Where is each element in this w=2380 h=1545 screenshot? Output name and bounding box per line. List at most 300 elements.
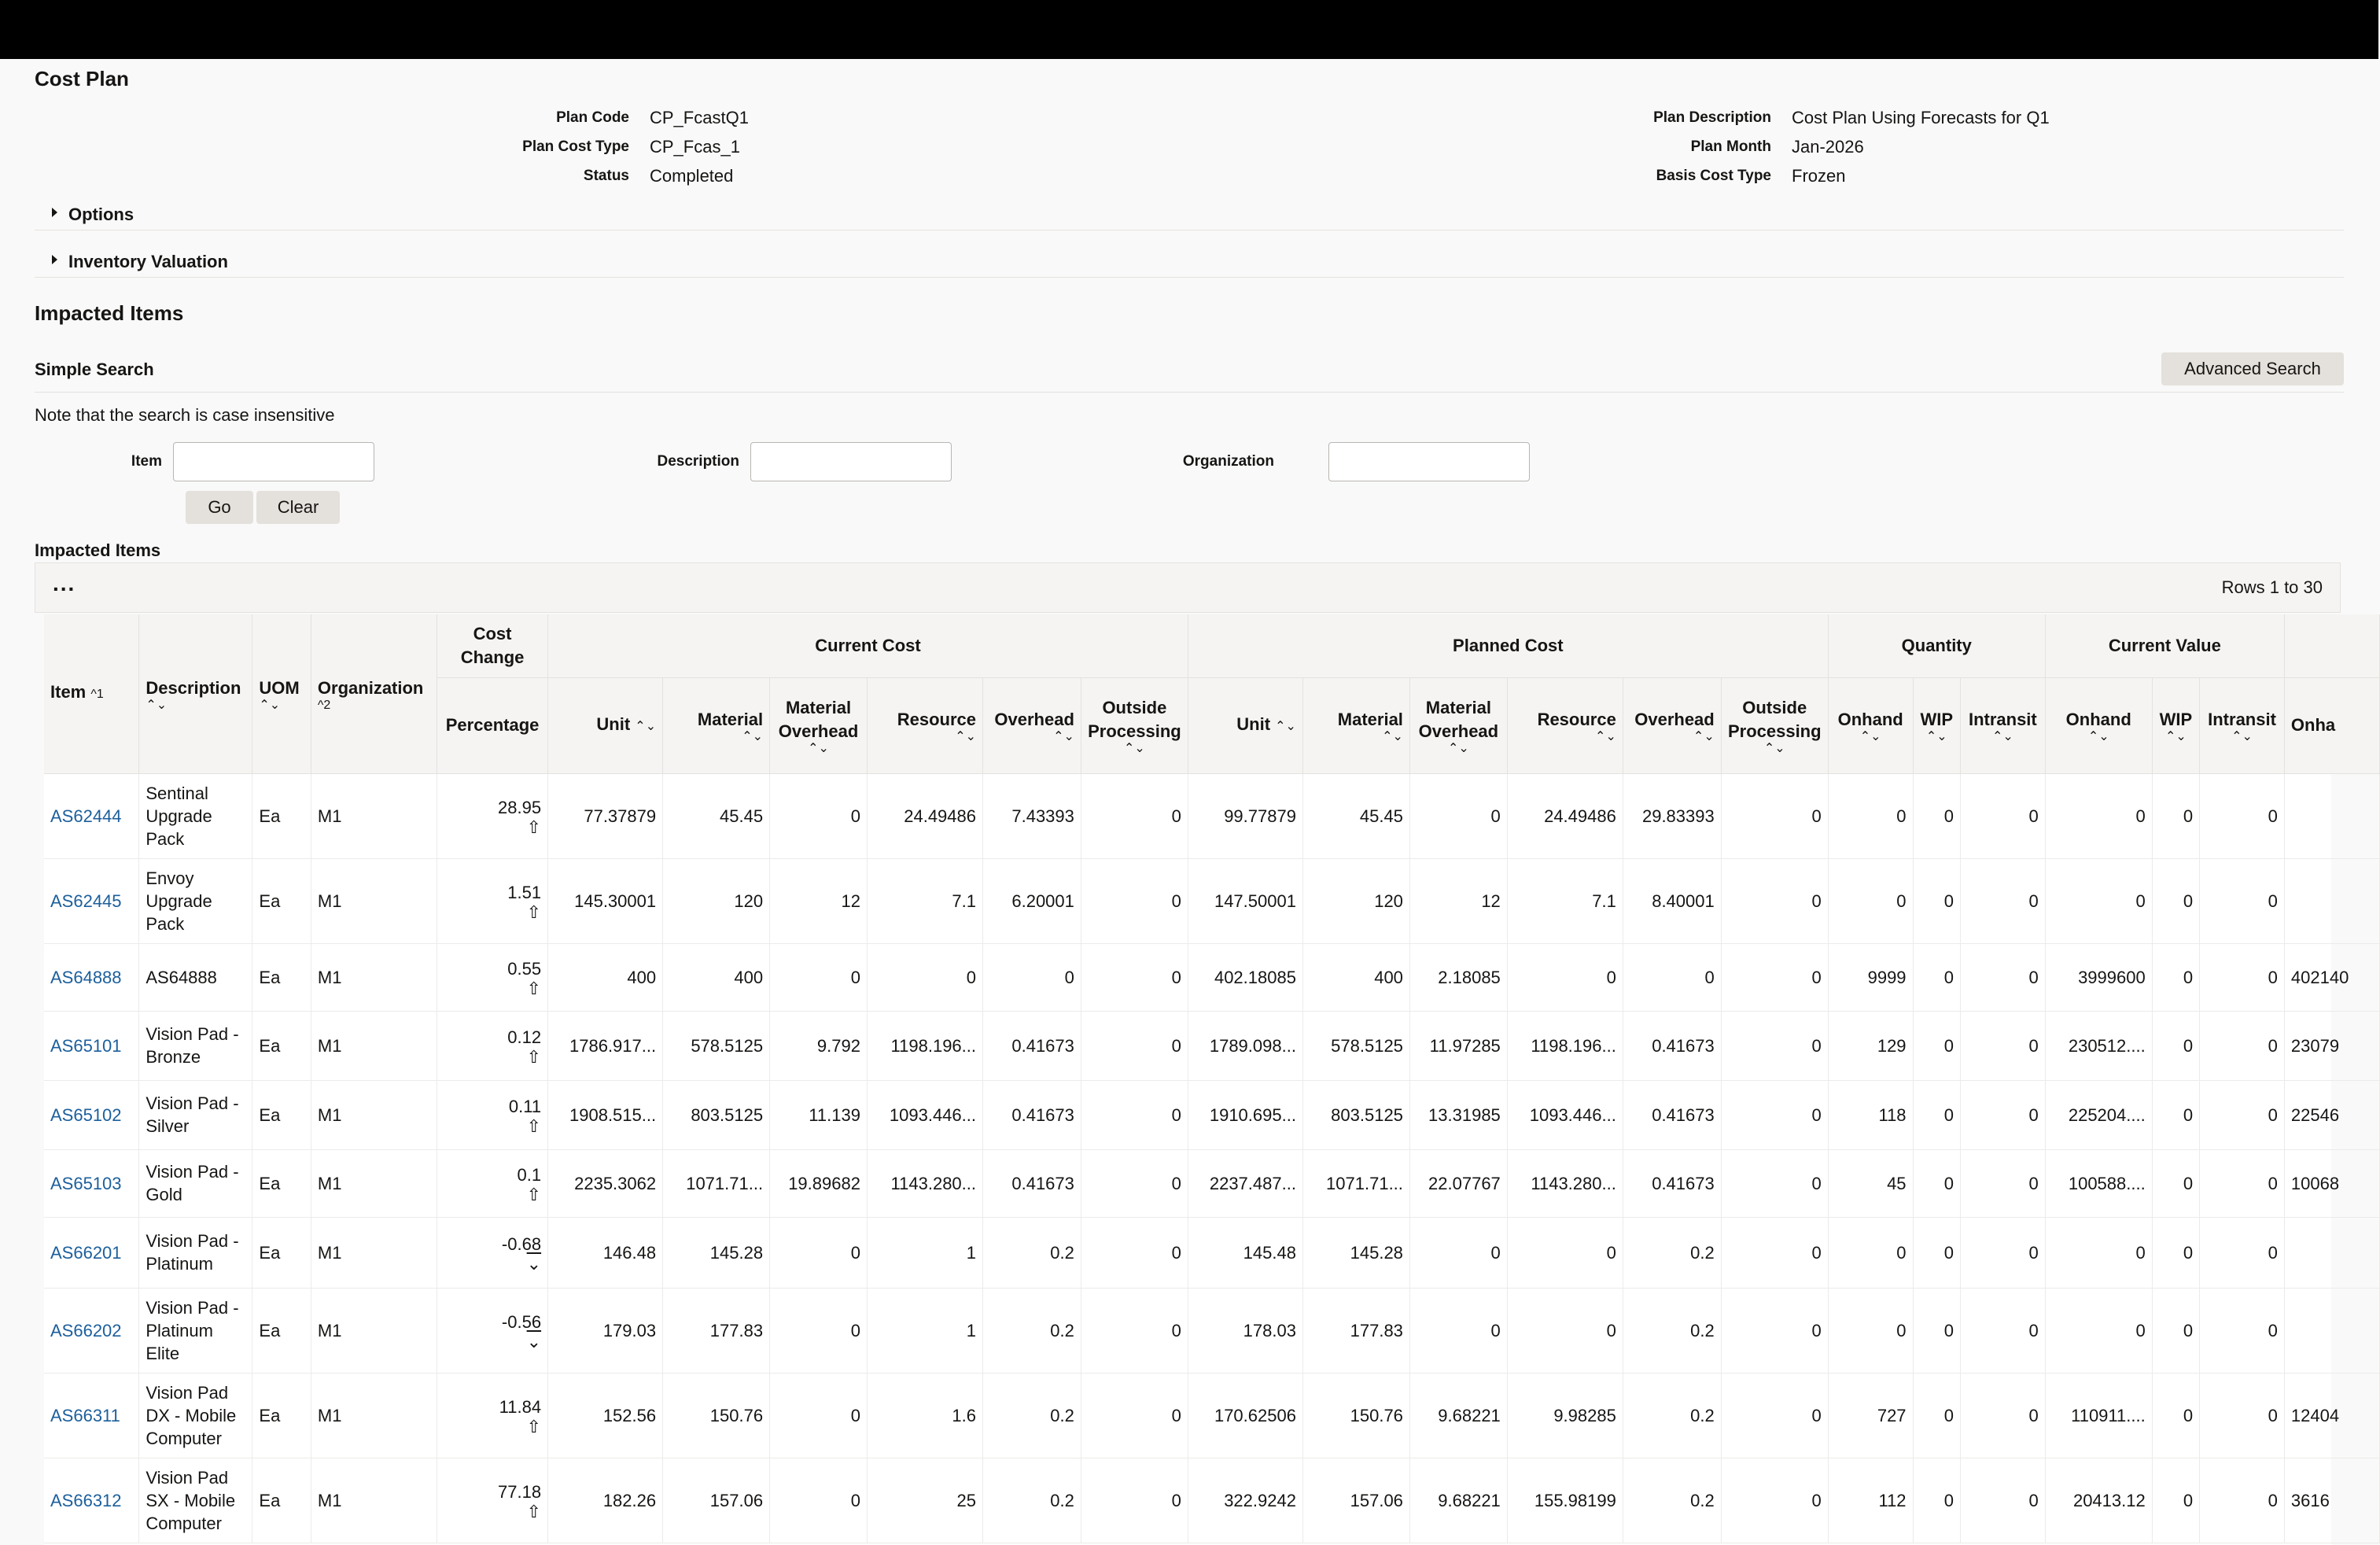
col-value-wip[interactable]: WIP ⌃⌄: [2152, 677, 2199, 773]
inventory-valuation-disclosure[interactable]: [52, 252, 228, 272]
planned-cost-cell: 0.41673: [1623, 1011, 1721, 1080]
current-cost-cell: 0: [770, 943, 868, 1011]
percentage-value: 0.1: [517, 1164, 542, 1185]
description-cell: Vision Pad SX - Mobile Computer: [139, 1458, 252, 1543]
planned-cost-cell: 0: [1409, 1288, 1507, 1373]
uom-cell: Ea: [252, 1080, 311, 1149]
percentage-value: 0.55: [507, 958, 542, 979]
next-onhand-cell: [2284, 773, 2379, 858]
planned-cost-cell: 157.06: [1302, 1458, 1409, 1543]
planned-cost-cell: 803.5125: [1302, 1080, 1409, 1149]
planned-cost-cell: 322.9242: [1188, 1458, 1302, 1543]
quantity-cell: 0: [1960, 1373, 2045, 1458]
planned-cost-cell: 13.31985: [1409, 1080, 1507, 1149]
current-cost-cell: 146.48: [548, 1217, 663, 1288]
percentage-cell: [437, 1149, 548, 1217]
planned-cost-cell: 0: [1623, 943, 1721, 1011]
expand-triangle-icon: [52, 208, 57, 217]
table-row[interactable]: [44, 1080, 2380, 1149]
planned-cost-cell: 0.2: [1623, 1217, 1721, 1288]
current-value-cell: 230512....: [2045, 1011, 2152, 1080]
col-current-overhead[interactable]: Overhead ⌃⌄: [983, 677, 1081, 773]
plan-month-value: Jan-2026: [1792, 137, 1864, 157]
sort-toggle-icon: ⌃⌄: [1123, 742, 1145, 755]
sort-toggle-icon: ⌃⌄: [1382, 730, 1403, 743]
current-cost-cell: 0: [770, 1217, 868, 1288]
planned-cost-cell: 170.62506: [1188, 1373, 1302, 1458]
col-current-unit[interactable]: Unit ⌃⌄: [548, 677, 663, 773]
quantity-cell: 0: [1828, 773, 1913, 858]
quantity-cell: 0: [1913, 1217, 1960, 1288]
current-cost-cell: 1198.196...: [867, 1011, 982, 1080]
current-value-cell: 0: [2045, 1288, 2152, 1373]
col-current-material-overhead[interactable]: Material Overhead ⌃⌄: [770, 677, 868, 773]
current-value-cell: 0: [2200, 773, 2285, 858]
item-cell: [44, 1080, 139, 1149]
item-link[interactable]: AS64888: [50, 967, 122, 987]
quantity-cell: 45: [1828, 1149, 1913, 1217]
percentage-cell: [437, 1458, 548, 1543]
current-cost-cell: 0: [1081, 1149, 1188, 1217]
quantity-cell: 0: [1913, 858, 1960, 943]
uom-cell: Ea: [252, 1458, 311, 1543]
current-value-cell: 0: [2152, 773, 2199, 858]
basis-cost-type-value: Frozen: [1792, 166, 1846, 186]
uom-cell: Ea: [252, 943, 311, 1011]
current-cost-cell: 0: [1081, 1288, 1188, 1373]
current-cost-cell: 1908.515...: [548, 1080, 663, 1149]
col-group-cost-change: Cost Change: [437, 614, 548, 677]
col-planned-unit[interactable]: Unit ⌃⌄: [1188, 677, 1302, 773]
planned-cost-cell: 0: [1721, 1217, 1828, 1288]
sort-toggle-icon: ⌃⌄: [1275, 719, 1296, 733]
col-group-current-cost: Current Cost: [548, 614, 1188, 677]
item-link[interactable]: AS66311: [50, 1405, 120, 1425]
status-row: [472, 162, 733, 190]
organization-search-input[interactable]: [1328, 442, 1530, 481]
description-cell: Sentinal Upgrade Pack: [139, 773, 252, 858]
current-cost-cell: 1.6: [867, 1373, 982, 1458]
planned-cost-cell: 1910.695...: [1188, 1080, 1302, 1149]
organization-cell: M1: [311, 1011, 437, 1080]
current-cost-cell: 0.2: [983, 1373, 1081, 1458]
current-cost-cell: 0: [1081, 773, 1188, 858]
col-organization-label: Organization: [317, 677, 424, 698]
planned-cost-cell: 0.2: [1623, 1288, 1721, 1373]
sort-ascending-icon: ^2: [317, 698, 331, 712]
current-value-cell: 0: [2045, 858, 2152, 943]
options-disclosure[interactable]: [52, 205, 134, 225]
quantity-cell: 0: [1960, 858, 2045, 943]
planned-cost-cell: 0: [1721, 943, 1828, 1011]
current-cost-cell: 25: [867, 1458, 982, 1543]
planned-cost-cell: 178.03: [1188, 1288, 1302, 1373]
item-link[interactable]: AS62444: [50, 806, 122, 826]
percentage-value: 77.18: [498, 1481, 542, 1502]
planned-cost-cell: 578.5125: [1302, 1011, 1409, 1080]
current-cost-cell: 1: [867, 1217, 982, 1288]
organization-cell: M1: [311, 1458, 437, 1543]
col-group-current-value: Current Value: [2045, 614, 2284, 677]
current-cost-cell: 1: [867, 1288, 982, 1373]
planned-cost-cell: 1071.71...: [1302, 1149, 1409, 1217]
col-current-material[interactable]: Material ⌃⌄: [663, 677, 770, 773]
sort-toggle-icon: ⌃⌄: [146, 698, 168, 712]
col-planned-material-overhead[interactable]: Material Overhead ⌃⌄: [1409, 677, 1507, 773]
col-value-onhand[interactable]: Onhand ⌃⌄: [2045, 677, 2152, 773]
current-value-cell: 0: [2045, 1217, 2152, 1288]
current-cost-cell: 0: [770, 1458, 868, 1543]
quantity-cell: 0: [1960, 1011, 2045, 1080]
current-value-cell: 0: [2152, 1288, 2199, 1373]
current-cost-cell: 0: [770, 773, 868, 858]
quantity-cell: 0: [1913, 943, 1960, 1011]
uom-cell: Ea: [252, 1011, 311, 1080]
plan-month-row: [1573, 133, 1864, 161]
percentage-value: 0.11: [508, 1096, 542, 1116]
col-percentage[interactable]: Percentage: [437, 677, 548, 773]
quantity-cell: 0: [1828, 1288, 1913, 1373]
uom-cell: Ea: [252, 773, 311, 858]
current-cost-cell: 0: [1081, 1080, 1188, 1149]
table-row[interactable]: [44, 1011, 2380, 1080]
description-search-input[interactable]: [750, 442, 952, 481]
planned-cost-cell: 0.41673: [1623, 1149, 1721, 1217]
item-cell: [44, 1373, 139, 1458]
quantity-cell: 727: [1828, 1373, 1913, 1458]
sort-toggle-icon: ⌃⌄: [1991, 730, 2013, 743]
current-value-cell: 0: [2200, 1373, 2285, 1458]
impacted-items-table: [44, 614, 2380, 1543]
col-item-label: Item: [50, 682, 87, 702]
current-cost-cell: 145.28: [663, 1217, 770, 1288]
planned-cost-cell: 0: [1721, 1373, 1828, 1458]
col-qty-intransit[interactable]: Intransit ⌃⌄: [1960, 677, 2045, 773]
item-label: Item: [131, 453, 162, 470]
current-cost-cell: 0.41673: [983, 1080, 1081, 1149]
table-row[interactable]: [44, 1217, 2380, 1288]
percentage-cell: [437, 1288, 548, 1373]
sort-toggle-icon: ⌃⌄: [2165, 730, 2187, 743]
next-onhand-cell: 23079: [2284, 1011, 2379, 1080]
planned-cost-cell: 8.40001: [1623, 858, 1721, 943]
planned-cost-cell: 45.45: [1302, 773, 1409, 858]
description-cell: AS64888: [139, 943, 252, 1011]
status-value: Completed: [650, 166, 734, 186]
current-cost-cell: 152.56: [548, 1373, 663, 1458]
current-cost-cell: 77.37879: [548, 773, 663, 858]
col-organization[interactable]: [311, 614, 437, 773]
plan-cost-type-row: [472, 133, 740, 161]
item-cell: [44, 1458, 139, 1543]
arrow-up-icon: ⇧: [526, 1416, 542, 1436]
current-value-cell: 0: [2200, 1080, 2285, 1149]
current-cost-cell: 19.89682: [770, 1149, 868, 1217]
col-group-quantity: Quantity: [1828, 614, 2045, 677]
sort-toggle-icon: ⌃⌄: [1053, 730, 1074, 743]
current-value-cell: 0: [2200, 1217, 2285, 1288]
quantity-cell: 0: [1960, 1149, 2045, 1217]
col-planned-material[interactable]: Material ⌃⌄: [1302, 677, 1409, 773]
current-cost-cell: 45.45: [663, 773, 770, 858]
arrow-up-icon: ⇧: [526, 1501, 542, 1521]
organization-cell: M1: [311, 1373, 437, 1458]
percentage-cell: [437, 773, 548, 858]
current-value-cell: 0: [2200, 1149, 2285, 1217]
planned-cost-cell: 150.76: [1302, 1373, 1409, 1458]
clear-button[interactable]: Clear: [256, 491, 340, 524]
quantity-cell: 0: [1960, 1458, 2045, 1543]
planned-cost-cell: 99.77879: [1188, 773, 1302, 858]
plan-cost-type-value: CP_Fcas_1: [650, 137, 740, 157]
plan-code-value: CP_FcastQ1: [650, 108, 749, 127]
current-cost-cell: 1786.917...: [548, 1011, 663, 1080]
sort-toggle-icon: ⌃⌄: [259, 698, 281, 712]
table-title: Impacted Items: [35, 540, 161, 560]
current-cost-cell: 0: [1081, 1458, 1188, 1543]
plan-code-label: Plan Code: [556, 109, 629, 126]
item-link[interactable]: AS65101: [50, 1035, 122, 1056]
item-search-input[interactable]: [173, 442, 374, 481]
current-cost-cell: 0.2: [983, 1458, 1081, 1543]
go-button[interactable]: Go: [186, 491, 253, 524]
planned-cost-cell: 2237.487...: [1188, 1149, 1302, 1217]
planned-cost-cell: 0: [1721, 858, 1828, 943]
table-row[interactable]: [44, 943, 2380, 1011]
next-onhand-cell: [2284, 858, 2379, 943]
percentage-value: -0.68: [501, 1233, 542, 1254]
item-cell: [44, 773, 139, 858]
planned-cost-cell: 0: [1507, 943, 1623, 1011]
item-cell: [44, 858, 139, 943]
quantity-cell: 0: [1960, 1288, 2045, 1373]
planned-cost-cell: 0: [1721, 1011, 1828, 1080]
sort-toggle-icon: ⌃⌄: [1763, 742, 1785, 755]
current-value-cell: 0: [2152, 1080, 2199, 1149]
current-cost-cell: 400: [663, 943, 770, 1011]
col-next-onhand[interactable]: Onha: [2284, 677, 2379, 773]
col-planned-resource[interactable]: Resource ⌃⌄: [1507, 677, 1623, 773]
col-current-resource[interactable]: Resource ⌃⌄: [867, 677, 982, 773]
sort-toggle-icon: ⌃⌄: [1595, 730, 1616, 743]
sort-toggle-icon: ⌃⌄: [2087, 730, 2109, 743]
table-row[interactable]: [44, 1373, 2380, 1458]
plan-cost-type-label: Plan Cost Type: [522, 138, 629, 155]
plan-code-row: [472, 104, 749, 132]
advanced-search-button[interactable]: Advanced Search: [2161, 352, 2344, 385]
current-cost-cell: 0.41673: [983, 1011, 1081, 1080]
item-link[interactable]: AS65102: [50, 1104, 122, 1125]
table-body: [44, 773, 2380, 1543]
current-value-cell: 0: [2200, 943, 2285, 1011]
col-qty-wip[interactable]: WIP ⌃⌄: [1913, 677, 1960, 773]
planned-cost-cell: 145.28: [1302, 1217, 1409, 1288]
current-value-cell: 20413.12: [2045, 1458, 2152, 1543]
current-value-cell: 0: [2045, 773, 2152, 858]
uom-cell: Ea: [252, 1373, 311, 1458]
current-value-cell: 110911....: [2045, 1373, 2152, 1458]
description-cell: Vision Pad - Silver: [139, 1080, 252, 1149]
table-row[interactable]: [44, 1458, 2380, 1543]
item-cell: [44, 943, 139, 1011]
planned-cost-cell: 145.48: [1188, 1217, 1302, 1288]
current-cost-cell: 0: [770, 1288, 868, 1373]
percentage-value: 1.51: [507, 882, 542, 902]
planned-cost-cell: 12: [1409, 858, 1507, 943]
table-row[interactable]: [44, 1149, 2380, 1217]
current-cost-cell: 177.83: [663, 1288, 770, 1373]
col-planned-outside-processing[interactable]: Outside Processing ⌃⌄: [1721, 677, 1828, 773]
current-cost-cell: 0.41673: [983, 1149, 1081, 1217]
current-cost-cell: 150.76: [663, 1373, 770, 1458]
current-cost-cell: 1093.446...: [867, 1080, 982, 1149]
table-row[interactable]: [44, 858, 2380, 943]
quantity-cell: 0: [1913, 1373, 1960, 1458]
current-cost-cell: 0: [1081, 858, 1188, 943]
item-link[interactable]: AS66201: [50, 1242, 122, 1263]
planned-cost-cell: 0: [1721, 773, 1828, 858]
organization-cell: M1: [311, 773, 437, 858]
current-cost-cell: 6.20001: [983, 858, 1081, 943]
description-cell: Envoy Upgrade Pack: [139, 858, 252, 943]
sort-toggle-icon: ⌃⌄: [742, 730, 764, 743]
col-group-next: [2284, 614, 2379, 677]
description-cell: Vision Pad - Platinum Elite: [139, 1288, 252, 1373]
current-cost-cell: 0: [1081, 1373, 1188, 1458]
current-cost-cell: 0: [867, 943, 982, 1011]
current-value-cell: 0: [2200, 858, 2285, 943]
current-value-cell: 0: [2152, 1458, 2199, 1543]
sort-toggle-icon: ⌃⌄: [1925, 730, 1947, 743]
next-onhand-cell: 402140: [2284, 943, 2379, 1011]
percentage-value: -0.56: [501, 1311, 542, 1332]
planned-cost-cell: 147.50001: [1188, 858, 1302, 943]
impacted-items-table-container[interactable]: [44, 614, 2349, 1545]
current-cost-cell: 0: [770, 1373, 868, 1458]
arrow-up-icon: ⇧: [526, 1184, 542, 1204]
simple-search-title: Simple Search: [35, 360, 154, 379]
item-link[interactable]: AS66312: [50, 1490, 122, 1510]
organization-cell: M1: [311, 1217, 437, 1288]
col-description-label: Description: [146, 677, 241, 698]
col-uom[interactable]: [252, 614, 311, 773]
planned-cost-cell: 400: [1302, 943, 1409, 1011]
quantity-cell: 0: [1828, 858, 1913, 943]
organization-cell: M1: [311, 1149, 437, 1217]
item-cell: [44, 1011, 139, 1080]
percentage-cell: [437, 1011, 548, 1080]
chevron-double-down-icon: ⌄: [526, 1331, 542, 1351]
percentage-cell: [437, 1373, 548, 1458]
plan-month-label: Plan Month: [1690, 138, 1771, 155]
col-current-outside-processing[interactable]: Outside Processing ⌃⌄: [1081, 677, 1188, 773]
col-item[interactable]: [44, 614, 139, 773]
current-value-cell: 0: [2152, 1217, 2199, 1288]
item-link[interactable]: AS62445: [50, 890, 122, 911]
percentage-value: 28.95: [498, 797, 542, 817]
sort-toggle-icon: ⌃⌄: [1859, 730, 1881, 743]
uom-cell: Ea: [252, 1288, 311, 1373]
organization-cell: M1: [311, 1288, 437, 1373]
sort-toggle-icon: ⌃⌄: [1447, 742, 1469, 755]
current-value-cell: 225204....: [2045, 1080, 2152, 1149]
next-onhand-cell: [2284, 1288, 2379, 1373]
more-actions-icon[interactable]: ...: [53, 571, 76, 596]
next-onhand-cell: 3616: [2284, 1458, 2379, 1543]
quantity-cell: 112: [1828, 1458, 1913, 1543]
current-value-cell: 0: [2152, 1149, 2199, 1217]
page-title: Cost Plan: [35, 67, 129, 90]
current-cost-cell: 0.2: [983, 1288, 1081, 1373]
current-cost-cell: 145.30001: [548, 858, 663, 943]
planned-cost-cell: 22.07767: [1409, 1149, 1507, 1217]
percentage-cell: [437, 943, 548, 1011]
basis-cost-type-label: Basis Cost Type: [1656, 168, 1771, 184]
item-cell: [44, 1149, 139, 1217]
quantity-cell: 129: [1828, 1011, 1913, 1080]
description-label: Description: [657, 453, 739, 470]
table-row[interactable]: [44, 1288, 2380, 1373]
planned-cost-cell: 1198.196...: [1507, 1011, 1623, 1080]
quantity-cell: 0: [1960, 773, 2045, 858]
sort-toggle-icon: ⌃⌄: [955, 730, 976, 743]
col-qty-onhand[interactable]: Onhand ⌃⌄: [1828, 677, 1913, 773]
plan-description-value: Cost Plan Using Forecasts for Q1: [1792, 108, 2050, 127]
planned-cost-cell: 0: [1721, 1149, 1828, 1217]
col-description[interactable]: [139, 614, 252, 773]
organization-label: Organization: [1182, 453, 1274, 470]
current-cost-cell: 120: [663, 858, 770, 943]
next-onhand-cell: 10068: [2284, 1149, 2379, 1217]
top-bar: [0, 0, 2378, 59]
cost-plan-page: [0, 59, 2378, 1545]
description-cell: Vision Pad DX - Mobile Computer: [139, 1373, 252, 1458]
current-cost-cell: 578.5125: [663, 1011, 770, 1080]
current-value-cell: 0: [2152, 1373, 2199, 1458]
quantity-cell: 9999: [1828, 943, 1913, 1011]
expand-triangle-icon: [52, 255, 57, 264]
rows-range-label: Rows 1 to 30: [2221, 577, 2323, 597]
plan-description-label: Plan Description: [1653, 109, 1771, 126]
planned-cost-cell: 9.68221: [1409, 1373, 1507, 1458]
current-cost-cell: 0.2: [983, 1217, 1081, 1288]
planned-cost-cell: 177.83: [1302, 1288, 1409, 1373]
item-link[interactable]: AS65103: [50, 1173, 122, 1193]
quantity-cell: 0: [1913, 773, 1960, 858]
planned-cost-cell: 0.2: [1623, 1373, 1721, 1458]
percentage-value: 0.12: [507, 1027, 542, 1047]
quantity-cell: 0: [1913, 1149, 1960, 1217]
percentage-cell: [437, 1217, 548, 1288]
col-value-intransit[interactable]: Intransit ⌃⌄: [2200, 677, 2285, 773]
planned-cost-cell: 0.2: [1623, 1458, 1721, 1543]
item-link[interactable]: AS66202: [50, 1320, 122, 1340]
col-planned-overhead[interactable]: Overhead ⌃⌄: [1623, 677, 1721, 773]
uom-cell: Ea: [252, 858, 311, 943]
chevron-double-down-icon: ⌄: [526, 1253, 542, 1274]
planned-cost-cell: 0: [1721, 1080, 1828, 1149]
table-row[interactable]: [44, 773, 2380, 858]
percentage-cell: [437, 1080, 548, 1149]
divider: [35, 392, 2344, 393]
planned-cost-cell: 7.1: [1507, 858, 1623, 943]
current-cost-cell: 157.06: [663, 1458, 770, 1543]
current-cost-cell: 12: [770, 858, 868, 943]
current-cost-cell: 7.1: [867, 858, 982, 943]
current-value-cell: 0: [2200, 1458, 2285, 1543]
planned-cost-cell: 0: [1507, 1288, 1623, 1373]
current-cost-cell: 7.43393: [983, 773, 1081, 858]
